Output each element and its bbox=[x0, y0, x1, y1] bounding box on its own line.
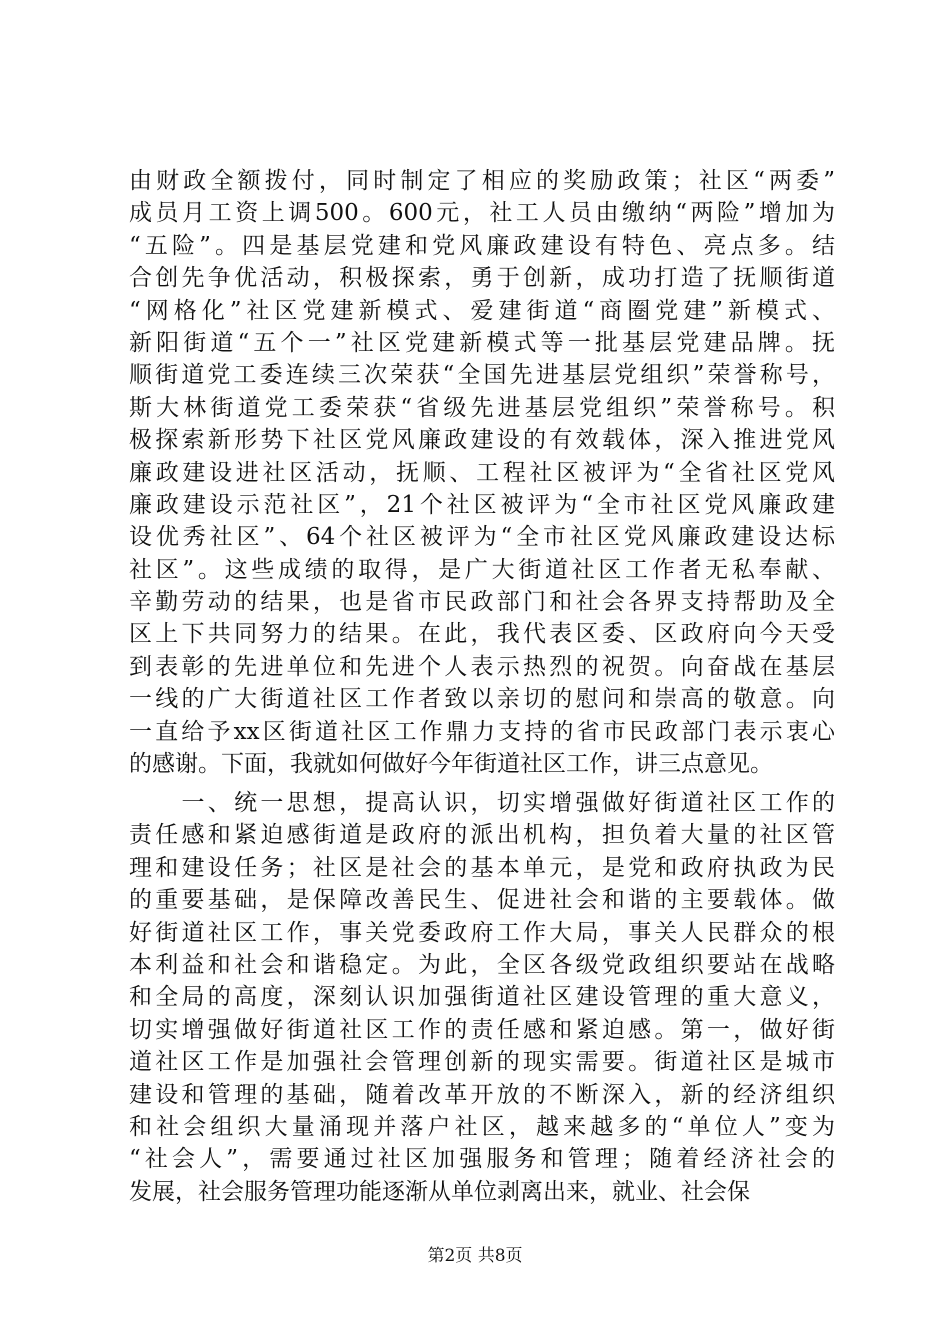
text-line: 责任感和紧迫感街道是政府的派出机构，担负着大量的社区管 bbox=[129, 822, 835, 849]
text-line: “网格化”社区党建新模式、爱建街道“商圈党建”新模式、 bbox=[129, 297, 835, 324]
text-line: 的感谢。下面，我就如何做好今年街道社区工作，讲三点意见。 bbox=[129, 751, 773, 778]
text-line: 极探索新形势下社区党风廉政建设的有效载体，深入推进党风 bbox=[129, 427, 835, 454]
text-line: “五险”。四是基层党建和党风廉政建设有特色、亮点多。结 bbox=[129, 232, 835, 259]
text-line: 由财政全额拨付，同时制定了相应的奖励政策；社区“两委” bbox=[129, 168, 835, 194]
text-line: 发展，社会服务管理功能逐渐从单位剥离出来，就业、社会保 bbox=[129, 1178, 750, 1205]
text-line: 区上下共同努力的结果。在此，我代表区委、区政府向今天受 bbox=[129, 621, 835, 648]
text-line: 切实增强做好街道社区工作的责任感和紧迫感。第一，做好街 bbox=[129, 1016, 835, 1043]
text-line: “社会人”，需要通过社区加强服务和管理；随着经济社会的 bbox=[129, 1146, 835, 1173]
text-line: 一直给予xx区街道社区工作鼎力支持的省市民政部门表示衷心 bbox=[129, 718, 835, 745]
text-line: 到表彰的先进单位和先进个人表示热烈的祝贺。向奋战在基层 bbox=[129, 653, 835, 680]
text-line: 的重要基础，是保障改善民生、促进社会和谐的主要载体。做 bbox=[129, 887, 835, 914]
text-line: 建设和管理的基础，随着改革开放的不断深入，新的经济组织 bbox=[129, 1081, 835, 1108]
text-line: 社区”。这些成绩的取得，是广大街道社区工作者无私奉献、 bbox=[129, 556, 835, 583]
text-line: 一、统一思想，提高认识，切实增强做好街道社区工作的 bbox=[129, 790, 835, 816]
text-line: 本利益和社会和谐稳定。为此，全区各级党政组织要站在战略 bbox=[129, 951, 835, 978]
paragraph-1 bbox=[129, 165, 835, 780]
text-line: 设优秀社区”、64个社区被评为“全市社区党风廉政建设达标 bbox=[129, 524, 835, 551]
text-line: 成员月工资上调500。600元，社工人员由缴纳“两险”增加为 bbox=[129, 200, 835, 227]
text-line: 道社区工作是加强社会管理创新的现实需要。街道社区是城市 bbox=[129, 1049, 835, 1076]
text-line: 新阳街道“五个一”社区党建新模式等一批基层党建品牌。抚 bbox=[129, 329, 835, 356]
text-line: 合创先争优活动，积极探索，勇于创新，成功打造了抚顺街道 bbox=[129, 265, 835, 292]
page-footer: 第2页 共8页 bbox=[427, 1246, 523, 1266]
text-line: 和社会组织大量涌现并落户社区，越来越多的“单位人”变为 bbox=[129, 1113, 835, 1140]
paragraph-2 bbox=[129, 787, 835, 1208]
text-line: 好街道社区工作，事关党委政府工作大局，事关人民群众的根 bbox=[129, 919, 835, 946]
text-line: 一线的广大街道社区工作者致以亲切的慰问和崇高的敬意。向 bbox=[129, 686, 835, 713]
text-line: 顺街道党工委连续三次荣获“全国先进基层党组织”荣誉称号， bbox=[129, 362, 835, 389]
text-line: 廉政建设示范社区”，21个社区被评为“全市社区党风廉政建 bbox=[129, 491, 835, 518]
text-line: 理和建设任务；社区是社会的基本单元，是党和政府执政为民 bbox=[129, 854, 835, 881]
text-line: 斯大林街道党工委荣获“省级先进基层党组织”荣誉称号。积 bbox=[129, 394, 835, 421]
text-line: 辛勤劳动的结果，也是省市民政部门和社会各界支持帮助及全 bbox=[129, 589, 835, 616]
text-line: 廉政建设进社区活动，抚顺、工程社区被评为“全省社区党风 bbox=[129, 459, 835, 486]
text-line: 和全局的高度，深刻认识加强街道社区建设管理的重大意义， bbox=[129, 984, 835, 1011]
